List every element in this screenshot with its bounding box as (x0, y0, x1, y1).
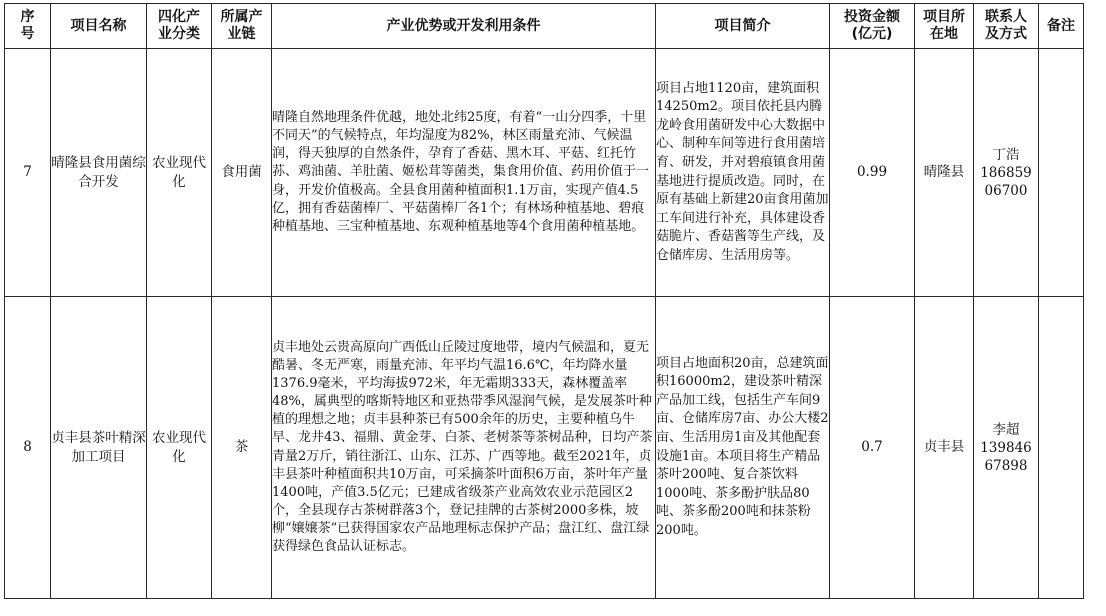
header-location: 项目所 在地 (915, 4, 974, 49)
cell-intro: 项目占地面积20亩，总建筑面积16000m2，建设茶叶精深产品加工线，包括生产车间9亩、仓储库房7亩、办公大楼2亩、生活用房1亩及其他配套设施1亩。本项目将生产精品茶叶200吨、复合茶饮料1000吨、茶多酚护肤品80吨、茶多酚200吨和抹茶粉200吨。 (656, 297, 830, 599)
header-intro: 项目简介 (656, 4, 830, 49)
contact-name: 丁浩 (992, 146, 1020, 163)
header-name: 项目名称 (51, 4, 147, 49)
contact-phone: 139846 (980, 439, 1032, 456)
cell-project-name: 晴隆县食用菌综合开发 (51, 49, 147, 297)
cell-seq: 8 (5, 297, 51, 599)
cell-category: 农业现代化 (147, 49, 212, 297)
cell-chain: 食用菌 (212, 49, 272, 297)
cell-category: 农业现代化 (147, 297, 212, 599)
header-contact: 联系人 及方式 (974, 4, 1039, 49)
cell-remark (1039, 297, 1084, 599)
cell-remark (1039, 49, 1084, 297)
cell-advantage: 贞丰地处云贵高原向广西低山丘陵过度地带，境内气候温和，夏无酷暑、冬无严寒，雨量充沛、年平均气温16.6℃，年均降水量1376.9毫米，平均海拔972米，年无霜期333天，森林覆盖率48%，属典型的喀斯特地区和亚热带季风湿润气候，是发展茶叶种植的理想之地；贞丰县种茶已有500余年的历史，主要种植乌牛早、龙井43、福鼎、黄金芽、白茶、老树茶等茶树品种，日均产茶青量2万斤，销往浙江、山东、江苏、广西等地。截至2021年，贞丰县茶叶种植面积共10万亩，可采摘茶叶面积6万亩，茶叶年产量1400吨，产值3.5亿元；已建成省级茶产业高效农业示范园区2个，全县现存古茶树群落3个，登记挂牌的古茶树2000多株，坡柳“嬢嬢茶”已获得国家农产品地理标志保护产品；盘江红、盘江绿获得绿色食品认证标志。 (272, 297, 656, 599)
cell-investment: 0.99 (830, 49, 915, 297)
cell-location: 贞丰县 (915, 297, 974, 599)
cell-advantage: 晴隆自然地理条件优越，地处北纬25度，有着“一山分四季，十里不同天”的气候特点，年均湿度为82%，林区雨量充沛、气候温润，得天独厚的自然条件，孕育了香菇、黑木耳、平菇、红托竹荪、鸡油菌、羊肚菌、姬松茸等菌类，集食用价值、药用价值于一身，开发价值极高。全县食用菌种植面积1.1万亩，实现产值4.5亿，拥有香菇菌棒厂、平菇菌棒厂各1个；有林场种植基地、碧痕种植基地、三宝种植基地、东观种植基地等4个食用菌种植基地。 (272, 49, 656, 297)
cell-seq: 7 (5, 49, 51, 297)
cell-contact (974, 49, 1039, 297)
contact-phone: 67898 (984, 457, 1028, 474)
header-seq: 序 号 (5, 4, 51, 49)
cell-intro: 项目占地1120亩，建筑面积14250m2。项目依托县内腾龙岭食用菌研发中心大数据中心、制种车间等进行食用菌培育、研发，并对碧痕镇食用菌基地进行提质改造。同时，在原有基础上新建20亩食用菌加工车间进行补充，具体建设香菇脆片、香菇酱等生产线，及仓储库房、生活用房等。 (656, 49, 830, 297)
header-investment: 投资金额 (亿元) (830, 4, 915, 49)
header-category: 四化产 业分类 (147, 4, 212, 49)
contact-name: 李超 (992, 421, 1020, 438)
cell-location: 晴隆县 (915, 49, 974, 297)
cell-investment: 0.7 (830, 297, 915, 599)
cell-project-name: 贞丰县茶叶精深加工项目 (51, 297, 147, 599)
contact-phone: 186859 (980, 164, 1032, 181)
cell-chain: 茶 (212, 297, 272, 599)
header-chain: 所属产 业链 (212, 4, 272, 49)
header-advantage: 产业优势或开发利用条件 (272, 4, 656, 49)
contact-phone: 06700 (984, 182, 1028, 199)
cell-contact (974, 297, 1039, 599)
header-remark: 备注 (1039, 4, 1084, 49)
header-row (5, 4, 1084, 49)
table-row (5, 297, 1084, 599)
table-row (5, 49, 1084, 297)
project-table (4, 3, 1084, 599)
